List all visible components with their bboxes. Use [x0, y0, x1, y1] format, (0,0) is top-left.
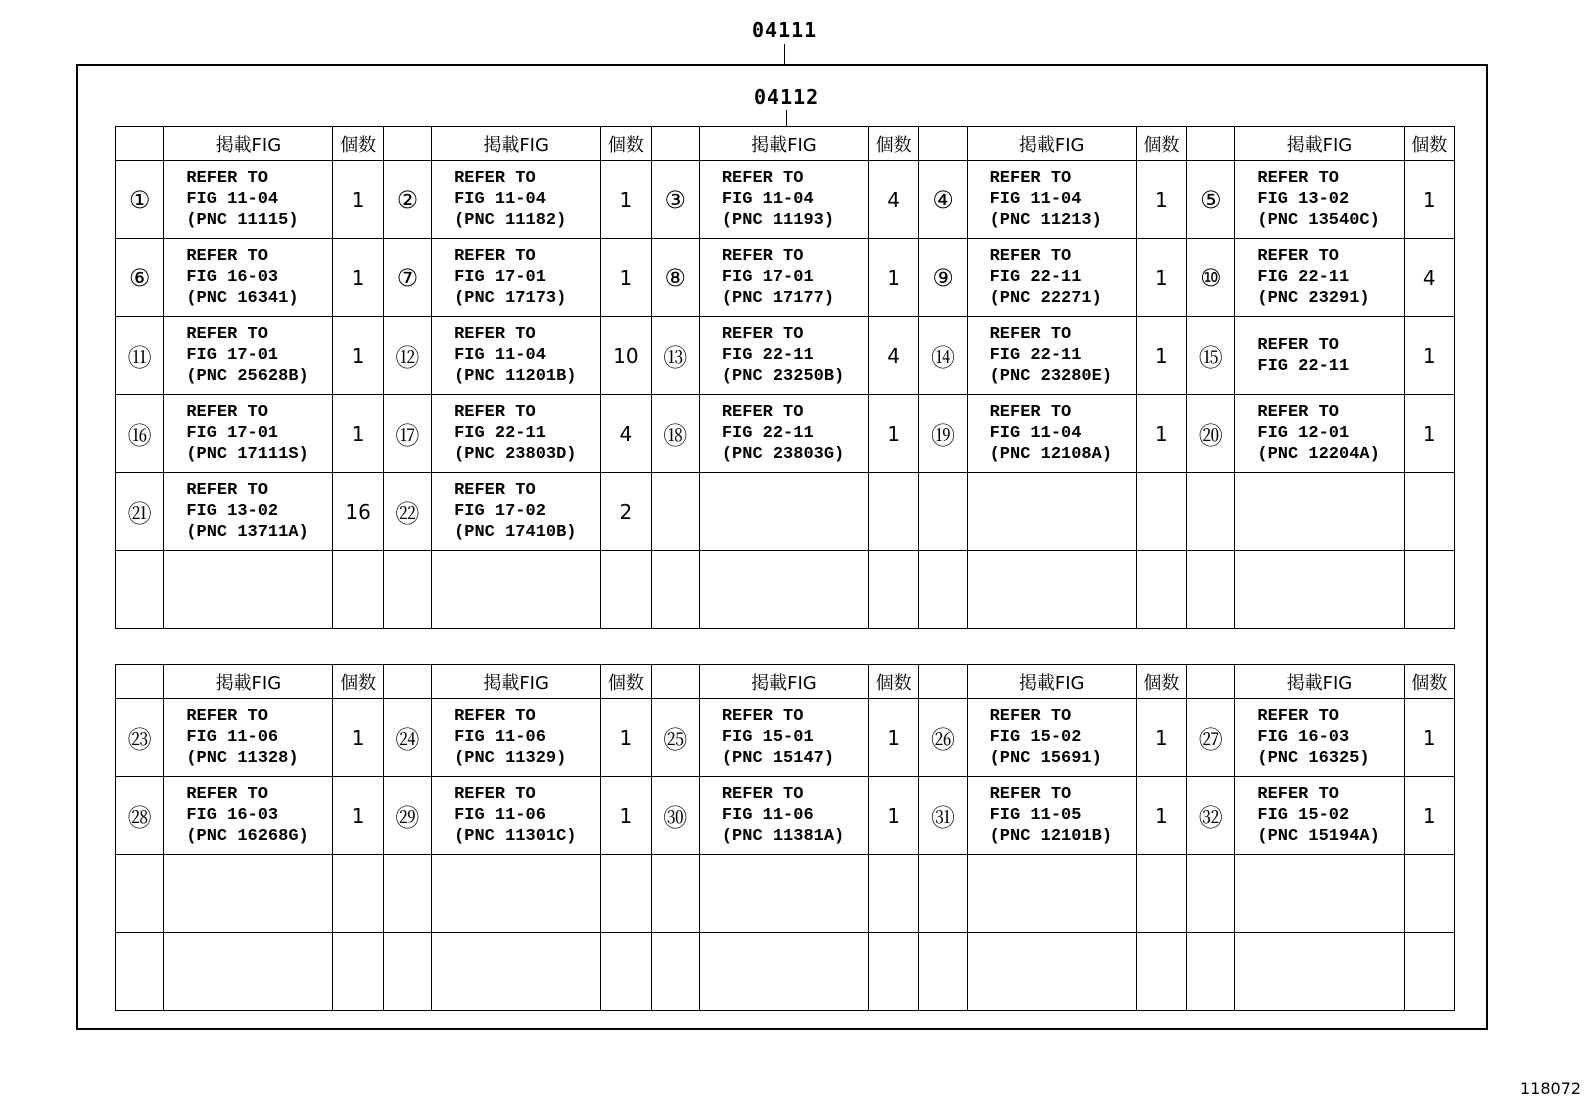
quantity-value: 1	[601, 239, 651, 317]
callout-number: ⑩	[1187, 239, 1235, 317]
figure-reference	[164, 161, 333, 239]
header-fig-cell: 掲載FIG	[164, 127, 333, 161]
header-qty-cell: 個数	[868, 127, 918, 161]
table-row	[116, 933, 1455, 1011]
figure-reference-line: FIG 11-06	[721, 806, 814, 825]
figure-reference	[699, 473, 868, 551]
figure-reference	[1235, 161, 1404, 239]
figure-reference-line: (PNC 11329)	[454, 749, 567, 768]
quantity-value: 1	[868, 699, 918, 777]
callout-number: ②	[383, 161, 431, 239]
figure-reference-line: (PNC 11182)	[454, 211, 567, 230]
header-qty-cell: 個数	[601, 127, 651, 161]
callout-number	[1187, 551, 1235, 629]
table-row	[116, 551, 1455, 629]
quantity-value	[868, 855, 918, 933]
table-row	[116, 699, 1455, 777]
header-fig-cell: 掲載FIG	[1235, 665, 1404, 699]
figure-reference-line: REFER TO	[989, 169, 1072, 188]
figure-reference-line: FIG 15-02	[1257, 806, 1350, 825]
figure-reference	[1235, 777, 1404, 855]
figure-reference-line: REFER TO	[1257, 785, 1339, 804]
figure-reference-line: REFER TO	[721, 403, 804, 422]
figure-reference-line: FIG 13-02	[186, 502, 279, 521]
quantity-value	[1404, 855, 1455, 933]
quantity-value: 10	[601, 317, 651, 395]
quantity-value: 1	[1404, 317, 1455, 395]
figure-reference-line: (PNC 12101B)	[989, 827, 1113, 846]
callout-number: ⑱	[651, 395, 699, 473]
quantity-value: 2	[601, 473, 651, 551]
figure-reference-line: FIG 11-04	[454, 190, 546, 209]
figure-reference	[967, 855, 1136, 933]
callout-number	[383, 551, 431, 629]
figure-reference-line: FIG 11-06	[454, 806, 546, 825]
callout-number: ④	[919, 161, 967, 239]
figure-reference-line: REFER TO	[186, 403, 268, 422]
reference-table-lower	[115, 664, 1455, 1011]
figure-reference-line: (PNC 22271)	[989, 289, 1102, 308]
figure-reference-line: FIG 13-02	[1257, 190, 1350, 209]
callout-number: ㉔	[383, 699, 431, 777]
quantity-value: 4	[868, 161, 918, 239]
quantity-value: 1	[333, 161, 383, 239]
figure-reference-line: (PNC 17410B)	[454, 523, 577, 542]
callout-number: ⑯	[116, 395, 164, 473]
quantity-value	[333, 551, 383, 629]
figure-reference-line: REFER TO	[721, 707, 804, 726]
quantity-value: 4	[601, 395, 651, 473]
header-fig-cell: 掲載FIG	[967, 127, 1136, 161]
figure-reference-line: REFER TO	[186, 247, 268, 266]
figure-reference	[1235, 855, 1404, 933]
figure-reference-line: (PNC 23803G)	[721, 445, 845, 464]
quantity-value	[868, 933, 918, 1011]
header-fig-cell: 掲載FIG	[432, 127, 601, 161]
table-row	[116, 161, 1455, 239]
callout-number	[1187, 855, 1235, 933]
figure-reference-line: REFER TO	[989, 403, 1072, 422]
figure-reference	[1235, 395, 1404, 473]
figure-reference	[699, 933, 868, 1011]
header-num-cell	[651, 127, 699, 161]
table-row	[116, 777, 1455, 855]
header-num-cell	[919, 127, 967, 161]
figure-reference-line: FIG 11-04	[186, 190, 279, 209]
callout-number	[919, 855, 967, 933]
table-row	[116, 317, 1455, 395]
figure-reference-line: FIG 17-01	[186, 346, 279, 365]
callout-number: ㉖	[919, 699, 967, 777]
figure-reference-line: REFER TO	[721, 247, 804, 266]
figure-reference	[699, 161, 868, 239]
header-qty-cell: 個数	[868, 665, 918, 699]
figure-reference	[164, 855, 333, 933]
figure-reference	[432, 933, 601, 1011]
quantity-value: 1	[601, 777, 651, 855]
callout-number: ⑲	[919, 395, 967, 473]
callout-number: ㉚	[651, 777, 699, 855]
figure-reference-line: FIG 17-01	[721, 268, 814, 287]
figure-reference-line: (PNC 23250B)	[721, 367, 845, 386]
figure-reference-line: FIG 11-06	[186, 728, 279, 747]
figure-reference-line: REFER TO	[1257, 247, 1339, 266]
figure-reference-line: REFER TO	[1257, 707, 1339, 726]
quantity-value	[601, 855, 651, 933]
callout-number	[651, 551, 699, 629]
figure-reference-line: FIG 15-02	[989, 728, 1082, 747]
callout-number: ⑨	[919, 239, 967, 317]
illustration-id: 118072	[1520, 1079, 1582, 1098]
callout-number	[1187, 933, 1235, 1011]
sub-assembly-leader-line	[786, 110, 787, 126]
figure-reference	[1235, 551, 1404, 629]
figure-reference-line: (PNC 16268G)	[186, 827, 309, 846]
figure-reference-line: REFER TO	[454, 169, 536, 188]
quantity-value: 1	[333, 317, 383, 395]
figure-reference	[432, 239, 601, 317]
figure-reference-line: REFER TO	[1257, 403, 1339, 422]
figure-reference-line: FIG 11-04	[454, 346, 546, 365]
quantity-value: 1	[601, 699, 651, 777]
table-row	[116, 855, 1455, 933]
figure-reference	[432, 551, 601, 629]
quantity-value: 4	[868, 317, 918, 395]
figure-reference	[432, 777, 601, 855]
figure-reference	[1235, 933, 1404, 1011]
header-num-cell	[919, 665, 967, 699]
quantity-value: 1	[868, 777, 918, 855]
header-qty-cell: 個数	[333, 665, 383, 699]
callout-number: ㉜	[1187, 777, 1235, 855]
quantity-value	[1136, 473, 1186, 551]
header-num-cell	[383, 665, 431, 699]
quantity-value	[868, 473, 918, 551]
figure-reference-line: FIG 22-11	[989, 268, 1082, 287]
figure-reference-line: (PNC 13711A)	[186, 523, 309, 542]
quantity-value	[333, 855, 383, 933]
figure-reference-line: REFER TO	[721, 785, 804, 804]
figure-reference	[699, 699, 868, 777]
figure-reference	[164, 777, 333, 855]
figure-reference-line: FIG 17-02	[454, 502, 546, 521]
header-fig-cell: 掲載FIG	[699, 127, 868, 161]
figure-reference-line: FIG 12-01	[1257, 424, 1350, 443]
callout-number	[383, 855, 431, 933]
callout-number: ⑬	[651, 317, 699, 395]
quantity-value	[1404, 933, 1455, 1011]
figure-reference	[164, 395, 333, 473]
figure-reference-line: REFER TO	[454, 325, 536, 344]
figure-reference-line: REFER TO	[721, 325, 804, 344]
header-qty-cell: 個数	[1136, 127, 1186, 161]
header-fig-cell: 掲載FIG	[699, 665, 868, 699]
quantity-value	[1136, 855, 1186, 933]
figure-reference-line: FIG 11-05	[989, 806, 1082, 825]
header-num-cell	[383, 127, 431, 161]
table-row	[116, 239, 1455, 317]
figure-reference-line: (PNC 13540C)	[1257, 211, 1380, 230]
header-qty-cell: 個数	[1404, 665, 1455, 699]
callout-number	[651, 855, 699, 933]
figure-reference	[699, 855, 868, 933]
figure-reference	[699, 551, 868, 629]
figure-reference-line: REFER TO	[454, 707, 536, 726]
figure-reference-line: (PNC 23280E)	[989, 367, 1113, 386]
figure-reference	[967, 239, 1136, 317]
callout-number: ③	[651, 161, 699, 239]
figure-reference	[164, 317, 333, 395]
figure-reference-line: FIG 22-11	[454, 424, 546, 443]
header-qty-cell: 個数	[1136, 665, 1186, 699]
figure-reference-line: FIG 15-01	[721, 728, 814, 747]
header-fig-cell: 掲載FIG	[432, 665, 601, 699]
quantity-value	[868, 551, 918, 629]
header-num-cell	[651, 665, 699, 699]
callout-number	[1187, 473, 1235, 551]
quantity-value	[601, 551, 651, 629]
figure-reference	[699, 317, 868, 395]
figure-reference	[432, 699, 601, 777]
assembly-ref-label: 04111	[752, 18, 818, 42]
quantity-value: 1	[1404, 395, 1455, 473]
figure-reference-line: REFER TO	[454, 481, 536, 500]
table-row	[116, 473, 1455, 551]
figure-reference-line: (PNC 16325)	[1257, 749, 1370, 768]
callout-number	[116, 855, 164, 933]
quantity-value: 1	[1136, 239, 1186, 317]
header-fig-cell: 掲載FIG	[967, 665, 1136, 699]
callout-number	[919, 473, 967, 551]
header-num-cell	[116, 127, 164, 161]
callout-number	[651, 933, 699, 1011]
figure-reference-line: FIG 16-03	[1257, 728, 1350, 747]
figure-reference-line: (PNC 17177)	[721, 289, 835, 308]
callout-number	[383, 933, 431, 1011]
reference-table-upper	[115, 126, 1455, 629]
callout-number: ⑰	[383, 395, 431, 473]
header-qty-cell: 個数	[1404, 127, 1455, 161]
quantity-value: 1	[1136, 317, 1186, 395]
callout-number	[116, 933, 164, 1011]
quantity-value: 1	[1136, 395, 1186, 473]
figure-reference-line: REFER TO	[454, 785, 536, 804]
quantity-value: 1	[333, 239, 383, 317]
figure-reference	[967, 551, 1136, 629]
figure-reference-line: (PNC 12108A)	[989, 445, 1113, 464]
quantity-value: 4	[1404, 239, 1455, 317]
figure-reference	[699, 777, 868, 855]
figure-reference-line: REFER TO	[1257, 335, 1339, 355]
figure-reference-line: REFER TO	[186, 325, 268, 344]
figure-reference-line: (PNC 23291)	[1257, 289, 1370, 308]
sub-assembly-ref-label: 04112	[754, 85, 820, 109]
figure-reference-line: FIG 17-01	[186, 424, 279, 443]
figure-reference	[699, 395, 868, 473]
quantity-value	[1136, 551, 1186, 629]
figure-reference	[164, 473, 333, 551]
figure-reference	[967, 699, 1136, 777]
figure-reference-line: FIG 16-03	[186, 806, 279, 825]
figure-reference	[164, 933, 333, 1011]
figure-reference-line: FIG 22-11	[1257, 356, 1350, 376]
quantity-value: 1	[601, 161, 651, 239]
figure-reference	[432, 317, 601, 395]
figure-reference-line: (PNC 12204A)	[1257, 445, 1380, 464]
quantity-value: 1	[333, 777, 383, 855]
figure-reference	[967, 473, 1136, 551]
figure-reference	[1235, 699, 1404, 777]
callout-number: ㉑	[116, 473, 164, 551]
header-qty-cell: 個数	[333, 127, 383, 161]
callout-number: ㉘	[116, 777, 164, 855]
callout-number	[919, 551, 967, 629]
figure-reference-line: FIG 16-03	[186, 268, 279, 287]
header-fig-cell: 掲載FIG	[164, 665, 333, 699]
quantity-value: 1	[333, 699, 383, 777]
header-num-cell	[1187, 127, 1235, 161]
table-header-row	[116, 127, 1455, 161]
quantity-value: 1	[1404, 699, 1455, 777]
figure-reference-line: FIG 11-04	[721, 190, 814, 209]
figure-reference-line: FIG 22-11	[989, 346, 1082, 365]
figure-reference	[164, 239, 333, 317]
figure-reference-line: (PNC 11301C)	[454, 827, 577, 846]
quantity-value: 1	[333, 395, 383, 473]
figure-reference-line: (PNC 11201B)	[454, 367, 577, 386]
figure-reference-line: (PNC 16341)	[186, 289, 299, 308]
assembly-leader-line	[784, 44, 785, 64]
table-row	[116, 395, 1455, 473]
figure-reference	[699, 239, 868, 317]
figure-reference-line: FIG 11-06	[454, 728, 546, 747]
table-header-row	[116, 665, 1455, 699]
quantity-value: 16	[333, 473, 383, 551]
figure-reference-line: (PNC 15691)	[989, 749, 1102, 768]
callout-number: ⑤	[1187, 161, 1235, 239]
figure-reference-line: REFER TO	[1257, 169, 1339, 188]
figure-reference	[432, 855, 601, 933]
quantity-value: 1	[868, 395, 918, 473]
figure-reference-line: REFER TO	[186, 481, 268, 500]
header-qty-cell: 個数	[601, 665, 651, 699]
figure-reference	[967, 933, 1136, 1011]
figure-reference-line: REFER TO	[989, 325, 1072, 344]
callout-number	[919, 933, 967, 1011]
callout-number: ①	[116, 161, 164, 239]
figure-reference-line: (PNC 11328)	[186, 749, 299, 768]
figure-reference-line: REFER TO	[989, 707, 1072, 726]
callout-number: ⑪	[116, 317, 164, 395]
quantity-value: 1	[1404, 161, 1455, 239]
callout-number: ㉒	[383, 473, 431, 551]
header-fig-cell: 掲載FIG	[1235, 127, 1404, 161]
figure-reference	[164, 551, 333, 629]
callout-number: ㉗	[1187, 699, 1235, 777]
figure-reference-line: REFER TO	[454, 247, 536, 266]
quantity-value: 1	[1136, 161, 1186, 239]
quantity-value: 1	[1136, 699, 1186, 777]
callout-number: ⑦	[383, 239, 431, 317]
figure-reference-line: (PNC 11115)	[186, 211, 299, 230]
callout-number	[116, 551, 164, 629]
figure-reference	[967, 317, 1136, 395]
quantity-value: 1	[868, 239, 918, 317]
figure-reference	[432, 395, 601, 473]
quantity-value	[1136, 933, 1186, 1011]
figure-reference	[432, 161, 601, 239]
figure-reference-line: REFER TO	[186, 169, 268, 188]
quantity-value	[1404, 473, 1455, 551]
figure-reference-line: (PNC 15147)	[721, 749, 835, 768]
figure-reference-line: FIG 22-11	[721, 424, 814, 443]
figure-reference-line: FIG 11-04	[989, 424, 1082, 443]
quantity-value	[333, 933, 383, 1011]
header-num-cell	[1187, 665, 1235, 699]
quantity-value	[601, 933, 651, 1011]
figure-reference-line: FIG 17-01	[454, 268, 546, 287]
quantity-value: 1	[1404, 777, 1455, 855]
callout-number: ⑮	[1187, 317, 1235, 395]
figure-reference-line: REFER TO	[989, 785, 1072, 804]
figure-reference-line: (PNC 11213)	[989, 211, 1102, 230]
figure-reference-line: FIG 11-04	[989, 190, 1082, 209]
figure-reference	[1235, 317, 1404, 395]
callout-number: ⑳	[1187, 395, 1235, 473]
callout-number: ⑥	[116, 239, 164, 317]
figure-reference	[1235, 239, 1404, 317]
figure-reference-line: (PNC 25628B)	[186, 367, 309, 386]
callout-number: ㉓	[116, 699, 164, 777]
figure-reference-line: (PNC 11193)	[721, 211, 835, 230]
figure-reference	[967, 777, 1136, 855]
figure-reference-line: REFER TO	[721, 169, 804, 188]
figure-reference-line: REFER TO	[186, 707, 268, 726]
figure-reference-line: (PNC 23803D)	[454, 445, 577, 464]
figure-reference	[1235, 473, 1404, 551]
figure-reference-line: FIG 22-11	[721, 346, 814, 365]
quantity-value: 1	[1136, 777, 1186, 855]
figure-reference-line: REFER TO	[989, 247, 1072, 266]
figure-reference	[967, 395, 1136, 473]
figure-reference-line: REFER TO	[186, 785, 268, 804]
figure-reference-line: REFER TO	[454, 403, 536, 422]
figure-reference	[164, 699, 333, 777]
header-num-cell	[116, 665, 164, 699]
callout-number: ⑧	[651, 239, 699, 317]
callout-number: ㉛	[919, 777, 967, 855]
quantity-value	[1404, 551, 1455, 629]
callout-number: ㉕	[651, 699, 699, 777]
callout-number	[651, 473, 699, 551]
figure-reference-line: FIG 22-11	[1257, 268, 1350, 287]
figure-reference-line: (PNC 15194A)	[1257, 827, 1380, 846]
callout-number: ⑫	[383, 317, 431, 395]
figure-reference	[432, 473, 601, 551]
figure-reference-line: (PNC 17111S)	[186, 445, 309, 464]
figure-reference	[967, 161, 1136, 239]
figure-reference-line: (PNC 17173)	[454, 289, 567, 308]
figure-reference-line: (PNC 11381A)	[721, 827, 845, 846]
callout-number: ⑭	[919, 317, 967, 395]
callout-number: ㉙	[383, 777, 431, 855]
